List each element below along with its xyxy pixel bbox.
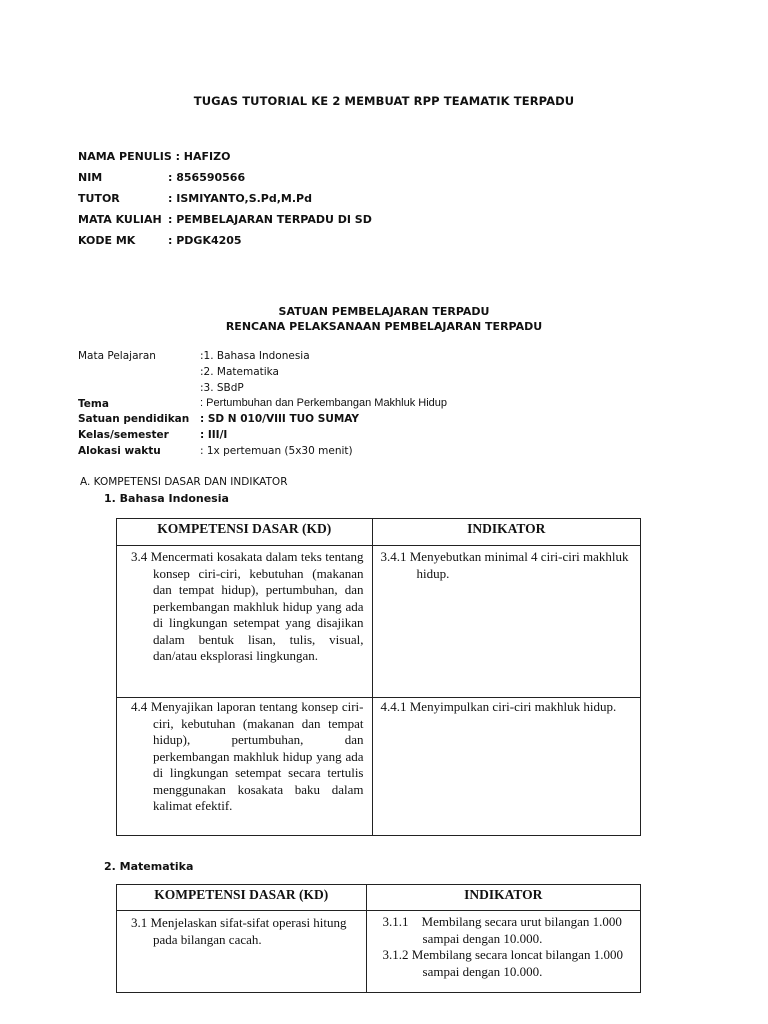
school-label: Satuan pendidikan [78,413,190,425]
tutor-value: : ISMIYANTO,S.Pd,M.Pd [168,192,312,205]
kd-cell [117,698,373,836]
kd-header: KOMPETENSI DASAR (KD) [117,885,367,911]
indicator-cell [372,546,641,698]
subsection-matematika: 2. Matematika [104,860,194,873]
course-code-value: : PDGK4205 [168,234,242,247]
kd-table-bahasa-indonesia [116,518,641,836]
course-code-label: KODE MK [78,234,136,247]
kd-text: 3.1 Menjelaskan sifat-sifat operasi hitung pada bilangan cacah. [131,915,347,947]
subject-1: :1. Bahasa Indonesia [200,350,310,362]
heading-satuan: SATUAN PEMBELAJARAN TERPADU [278,305,490,318]
nim-value: : 856590566 [168,171,246,184]
heading-rpp: RENCANA PELAKSANAAN PEMBELAJARAN TERPADU [225,320,543,333]
author-name: NAMA PENULIS : HAFIZO [78,150,231,163]
theme-value: : Pertumbuhan dan Perkembangan Makhluk Hidup [200,397,448,409]
document-title: TUGAS TUTORIAL KE 2 MEMBUAT RPP TEAMATIK TERPADU [193,94,575,108]
indicator-text: 3.1.1 Membilang secara urut bilangan 1.000 sampai dengan 10.000. [382,914,626,946]
indicator-text: 3.4.1 Menyebutkan minimal 4 ciri-ciri makhluk hidup. [380,549,629,581]
kd-cell [117,911,367,993]
time-value: : 1x pertemuan (5x30 menit) [200,445,353,457]
indicator-header: INDIKATOR [372,519,641,546]
kd-table-matematika [116,884,641,993]
indicator-text: 3.1.2 Membilang secara loncat bilangan 1.000 sampai dengan 10.000. [382,947,623,979]
kd-text: 4.4 Menyajikan laporan tentang konsep ciri-ciri, kebutuhan (makanan dan tempat hidup), pertumbuhan, dan perkembangan makhluk hidup yang ada di lingkungan setempat secara tertulis menggunakan kosakata baku dalam kalimat efektif. [131,699,364,813]
class-label: Kelas/semester [78,429,169,441]
time-label: Alokasi waktu [78,445,161,457]
course-label: MATA KULIAH [78,213,162,226]
indicator-text: 4.4.1 Menyimpulkan ciri-ciri makhluk hidup. [380,699,617,714]
indicator-header: INDIKATOR [366,885,640,911]
indicator-cell [372,698,641,836]
subject-3: :3. SBdP [200,382,244,394]
subject-label: Mata Pelajaran [78,350,156,362]
kd-header: KOMPETENSI DASAR (KD) [117,519,373,546]
kd-text: 3.4 Mencermati kosakata dalam teks tentang konsep ciri-ciri, kebutuhan (makanan dan tempat hidup), pertumbuhan, dan perkembangan makhluk hidup yang ada di lingkungan setempat yang disajikan dalam bentuk lisan, tulis, visual, dan/atau eksplorasi lingkungan. [131,549,364,663]
theme-label: Tema [78,398,109,410]
subsection-bahasa-indonesia: 1. Bahasa Indonesia [104,492,229,505]
school-value: : SD N 010/VIII TUO SUMAY [200,413,360,425]
kd-cell [117,546,373,698]
section-a-heading: A. KOMPETENSI DASAR DAN INDIKATOR [80,476,288,488]
nim-label: NIM [78,171,103,184]
class-value: : III/I [200,429,228,441]
indicator-cell [366,911,640,993]
subject-2: :2. Matematika [200,366,279,378]
tutor-label: TUTOR [78,192,120,205]
course-value: : PEMBELAJARAN TERPADU DI SD [168,213,372,226]
